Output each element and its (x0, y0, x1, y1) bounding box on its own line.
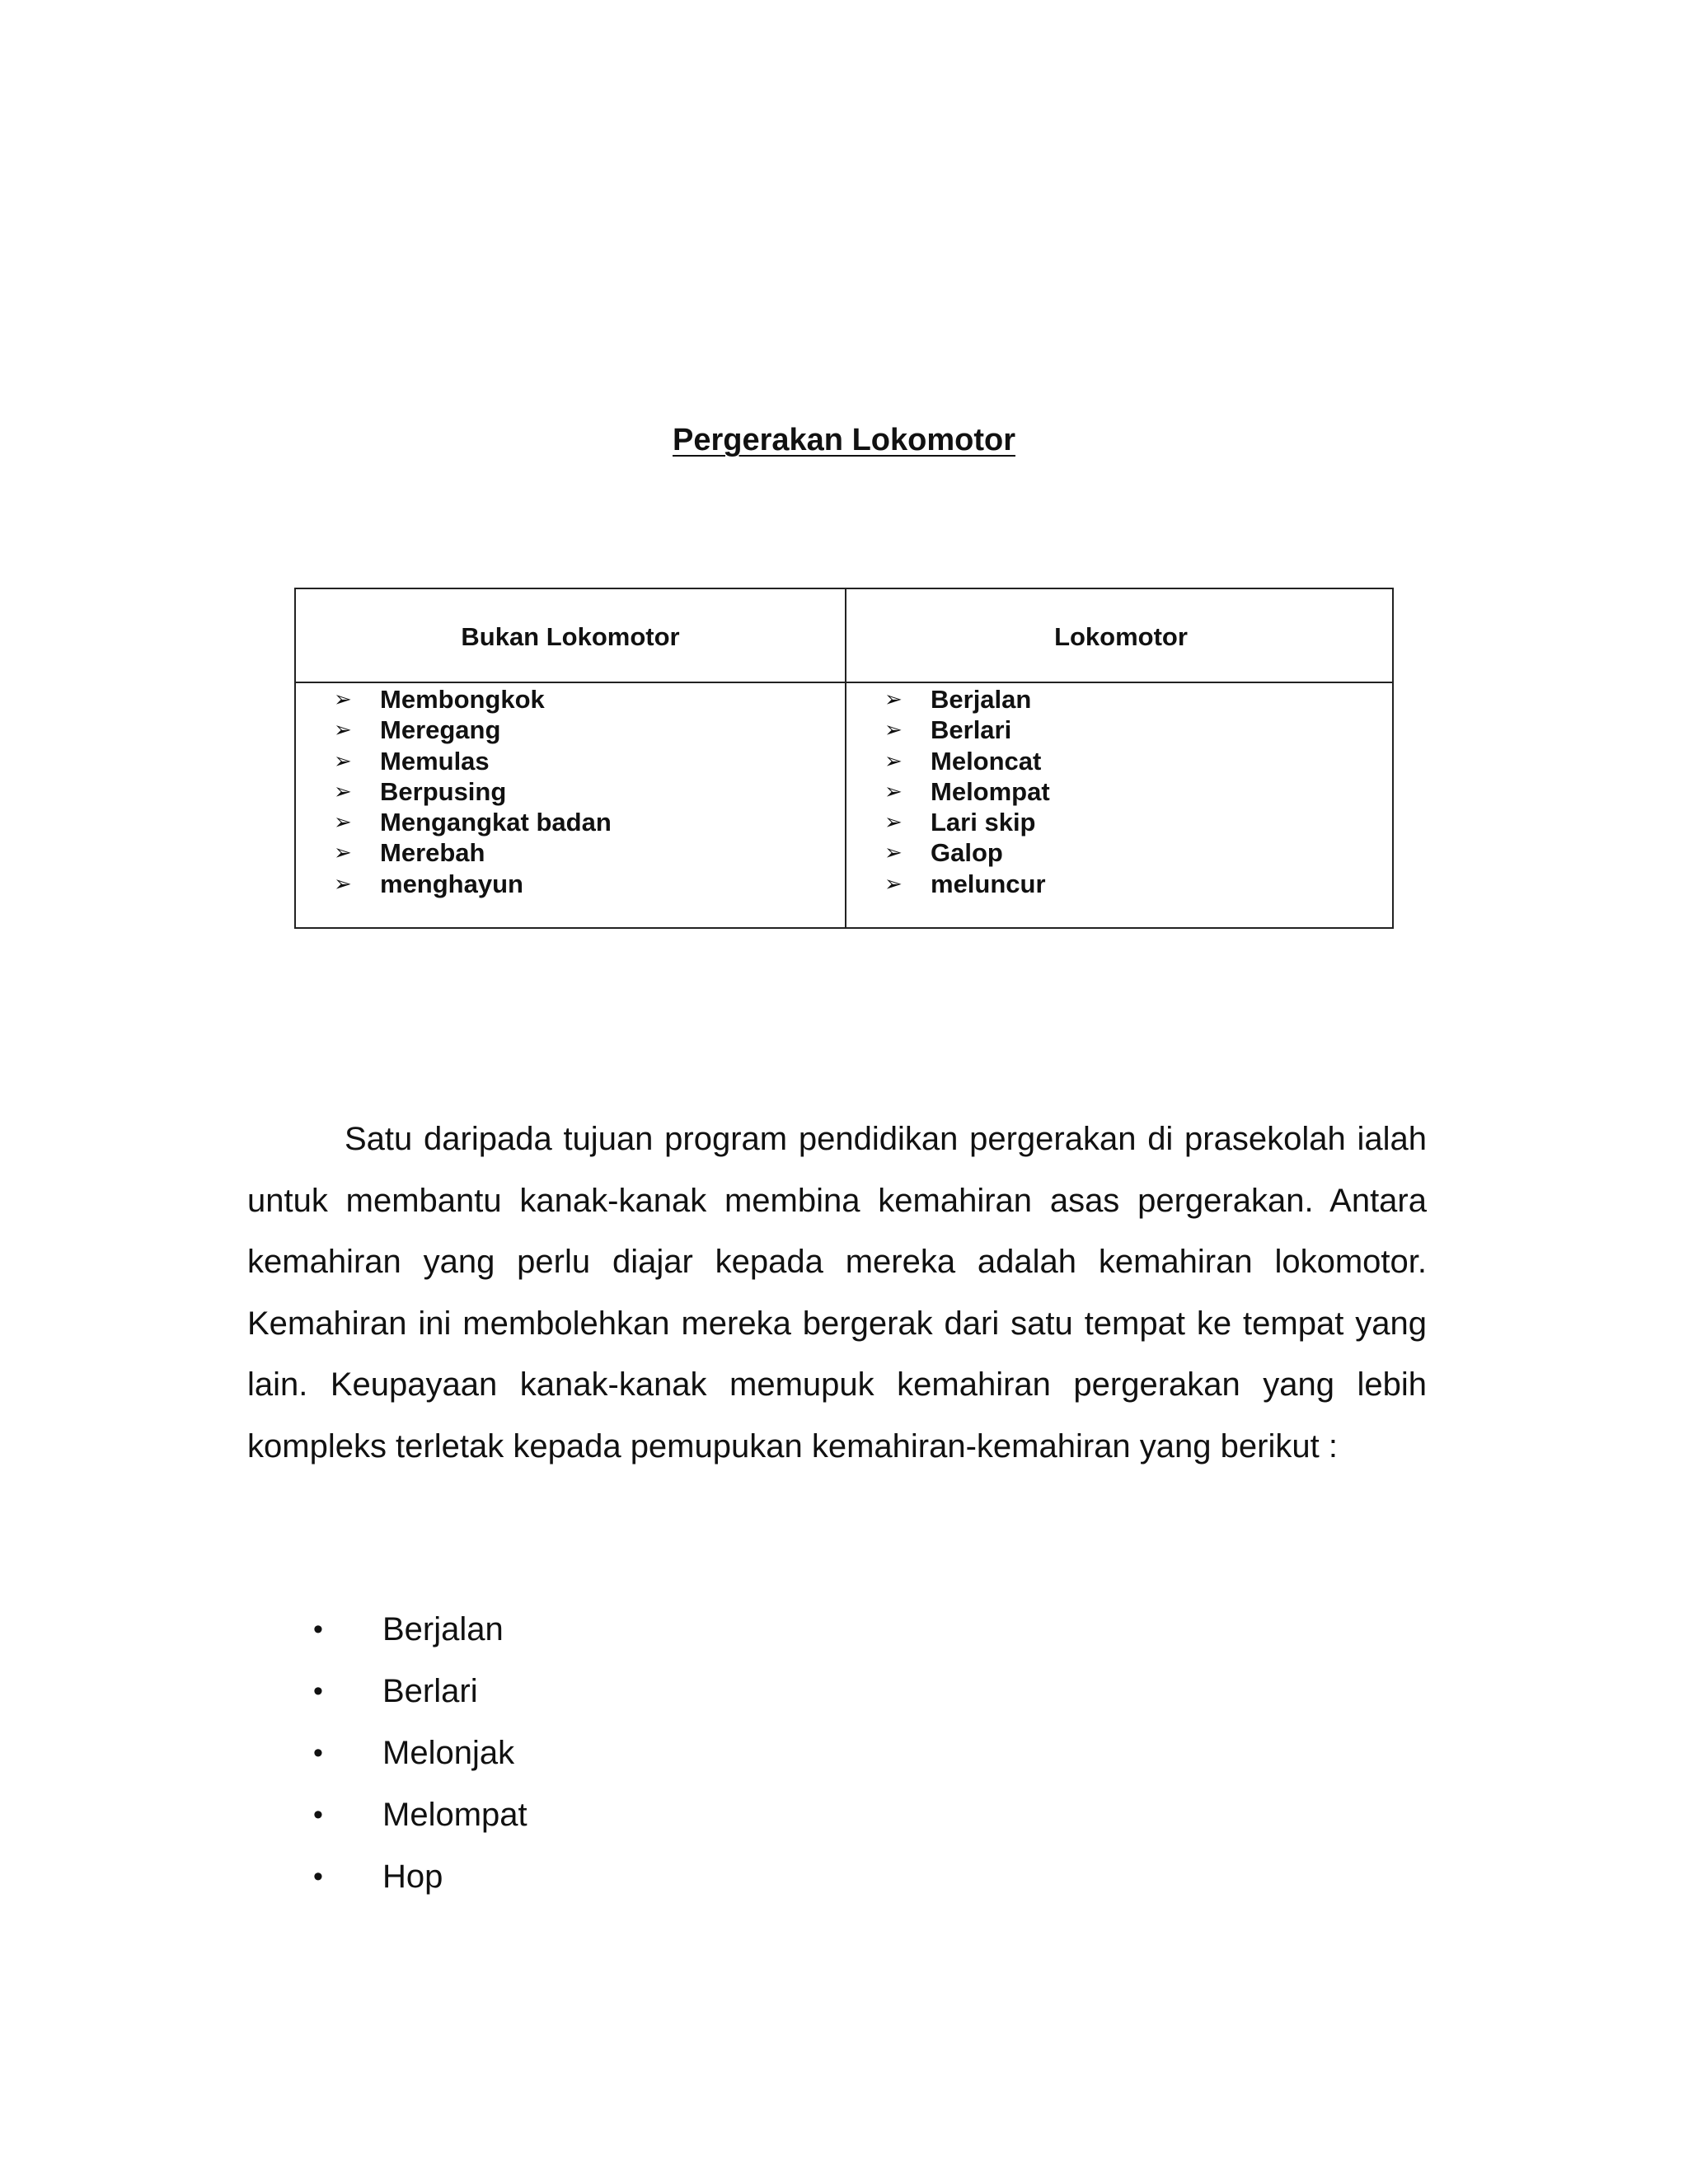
list-item-label: meluncur (931, 869, 1046, 898)
body-paragraph: Satu daripada tujuan program pendidikan pergerakan di prasekolah ialah untuk membantu kanak-kanak membina kemahiran asas pergerakan. Antara kemahiran yang perlu diajar kepada mereka adalah kemahiran lokomotor. Kemahiran ini membolehkan mereka bergerak dari satu tempat ke tempat yang lain. Keupayaan kanak-kanak memupuk kemahiran pergerakan yang lebih kompleks terletak kepada pemupukan kemahiran-kemahiran yang berikut : (247, 1121, 1427, 1465)
bullet-dot-icon: • (313, 1861, 323, 1892)
list-item (334, 869, 612, 899)
list-item (884, 776, 1050, 807)
arrow-bullet-icon: ➢ (884, 840, 903, 865)
movement-table (294, 588, 1394, 929)
list-item-label: Berjalan (931, 685, 1032, 714)
list-item-label: Berlari (931, 715, 1012, 745)
list-item (884, 746, 1050, 776)
list-item (313, 1722, 528, 1784)
list-item (313, 1661, 528, 1722)
bullet-dot-icon: • (313, 1675, 323, 1707)
list-item-label: Hop (382, 1858, 443, 1895)
list-item (884, 807, 1050, 837)
list-item-label: Memulas (380, 746, 490, 776)
bullet-dot-icon: • (313, 1799, 323, 1830)
list-item (334, 684, 612, 715)
arrow-bullet-icon: ➢ (884, 870, 903, 896)
list-item (884, 869, 1050, 899)
bullet-dot-icon: • (313, 1737, 323, 1769)
skills-bullet-list (313, 1599, 528, 1908)
list-item-label: Berpusing (380, 776, 507, 806)
list-item (313, 1784, 528, 1846)
list-item (334, 746, 612, 776)
list-item (334, 776, 612, 807)
bullet-dot-icon: • (313, 1614, 323, 1645)
list-item (313, 1846, 528, 1908)
list-item-label: Galop (931, 838, 1003, 868)
arrow-bullet-icon: ➢ (884, 748, 903, 773)
list-item-label: Melompat (382, 1797, 528, 1833)
list-item (334, 715, 612, 745)
arrow-bullet-icon: ➢ (884, 809, 903, 835)
arrow-bullet-icon: ➢ (334, 687, 352, 711)
arrow-bullet-icon: ➢ (334, 717, 352, 743)
list-item (313, 1599, 528, 1661)
list-item-label: Melonjak (382, 1735, 515, 1771)
lokomotor-list (884, 684, 1050, 899)
list-item-label: Merebah (380, 838, 485, 868)
header-bukan-lokomotor: Bukan Lokomotor (461, 622, 680, 651)
list-item-label: menghayun (380, 869, 523, 898)
page-title: Pergerakan Lokomotor (673, 423, 1015, 457)
arrow-bullet-icon: ➢ (334, 778, 352, 804)
list-item-label: Lari skip (931, 808, 1036, 837)
arrow-bullet-icon: ➢ (334, 870, 352, 896)
arrow-bullet-icon: ➢ (334, 840, 352, 865)
list-item (884, 684, 1050, 715)
arrow-bullet-icon: ➢ (884, 778, 903, 804)
table-header-divider (296, 682, 1392, 683)
header-lokomotor: Lokomotor (1054, 622, 1188, 651)
arrow-bullet-icon: ➢ (884, 687, 903, 711)
list-item-label: Mengangkat badan (380, 808, 612, 837)
arrow-bullet-icon: ➢ (884, 717, 903, 743)
list-item-label: Berlari (382, 1673, 478, 1709)
list-item-label: Meloncat (931, 746, 1042, 776)
list-item-label: Berjalan (382, 1611, 504, 1647)
list-item-label: Membongkok (380, 685, 545, 714)
arrow-bullet-icon: ➢ (334, 748, 352, 773)
list-item-label: Meregang (380, 715, 501, 745)
list-item (884, 715, 1050, 745)
list-item (884, 837, 1050, 868)
list-item (334, 837, 612, 868)
arrow-bullet-icon: ➢ (334, 809, 352, 835)
list-item-label: Melompat (931, 776, 1050, 806)
list-item (334, 807, 612, 837)
bukan-lokomotor-list (334, 684, 612, 899)
